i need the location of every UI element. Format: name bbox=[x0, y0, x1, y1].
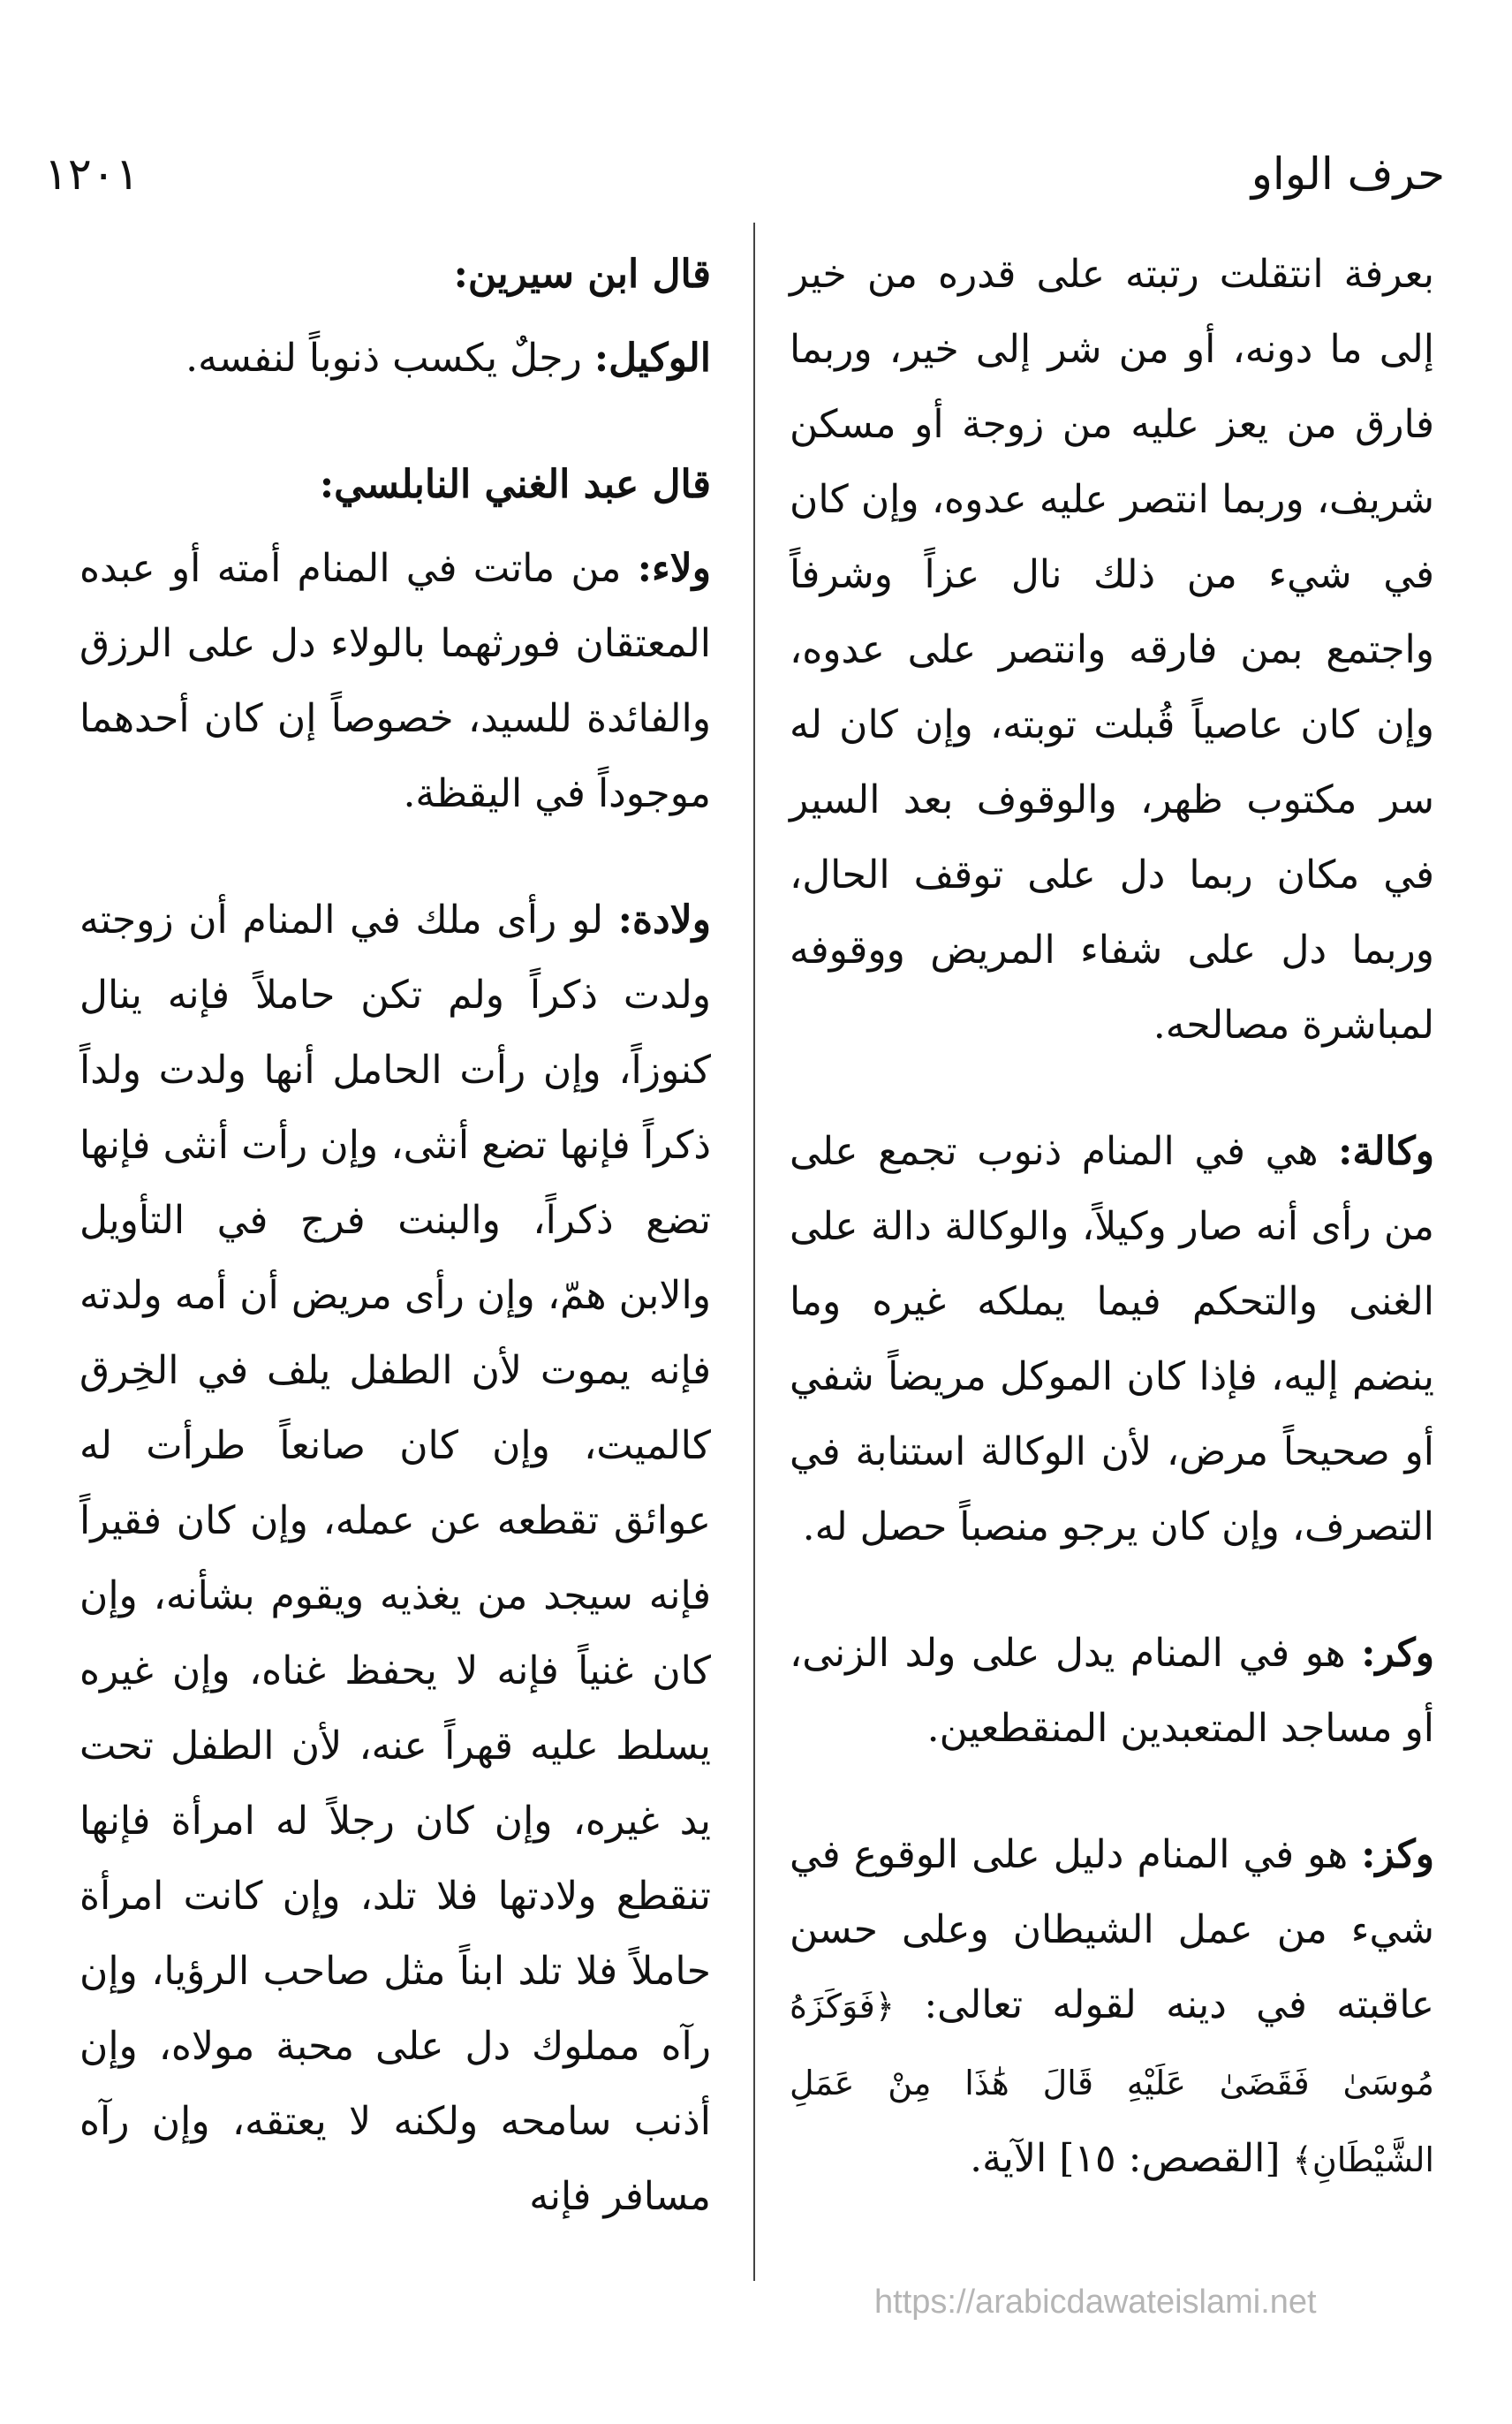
entry-text: هو في المنام يدل على ولد الزنى، أو مساجد المتعبدين المنقطعين. bbox=[790, 1631, 1434, 1751]
entry-term: ولادة: bbox=[617, 898, 711, 943]
entry-text: رجلٌ يكسب ذنوباً لنفسه. bbox=[185, 336, 594, 381]
watermark-url: https://arabicdawateislami.net bbox=[874, 2284, 1317, 2321]
entry-text: هي في المنام ذنوب تجمع على من رأى أنه صار وكيلاً، والوكالة دالة على الغنى والتحكم فيما يملكه غيره وما ينضم إليه، فإذا كان الموكل مريضاً شفي أو صحيحاً مرض، لأن الوكالة استنابة في التصرف، وإن كان يرجو منصباً حصل له. bbox=[790, 1129, 1434, 1549]
entry-wakr bbox=[790, 1616, 1434, 1766]
entry-term: وكر: bbox=[1361, 1631, 1434, 1676]
entry-wakala bbox=[790, 1114, 1434, 1564]
entry-wakz bbox=[790, 1817, 1434, 2198]
entry-term: الوكيل: bbox=[593, 336, 711, 381]
entry-text: من ماتت في المنام أمته أو عبده المعتقان فورثهما بالولاء دل على الرزق والفائدة للسيد، خصوصاً إن كان أحدهما موجوداً في اليقظة. bbox=[79, 546, 711, 816]
entry-wakil bbox=[79, 321, 711, 396]
right-column bbox=[790, 237, 1434, 2198]
entry-wilada bbox=[79, 882, 711, 2234]
entry-text: هو في المنام دليل على الوقوع في شيء من عمل الشيطان وعلى حسن عاقبته في دينه لقوله تعالى: bbox=[790, 1832, 1434, 2027]
left-column bbox=[79, 237, 711, 2234]
running-header-title: حرف الواو bbox=[1251, 148, 1445, 200]
verse-citation: [القصص: ١٥] الآية. bbox=[970, 2136, 1293, 2181]
quran-verse: ﴿فَوَكَزَهُ مُوسَىٰ فَقَضَىٰ عَلَيْهِ قَالَ هَٰذَا مِنْ عَمَلِ الشَّيْطَانِ﴾ bbox=[790, 1987, 1434, 2179]
section-heading-ibn-sirin: قال ابن سيرين: bbox=[453, 252, 711, 297]
intro-paragraph: بعرفة انتقلت رتبته على قدره من خير إلى ما دونه، أو من شر إلى خير، وربما فارق من يعز عليه من زوجة أو مسكن شريف، وربما انتصر عليه عدوه، وإن كان في شيء من ذلك نال عزاً وشرفاً واجتمع بمن فارقه وانتصر على عدوه، وإن كان عاصياً قُبلت توبته، وإن كان له سر مكتوب ظهر، والوقوف بعد السير في مكان ربما دل على توقف الحال، وربما دل على شفاء المريض ووقوفه لمباشرة مصالحه. bbox=[790, 252, 1434, 1048]
column-divider bbox=[753, 223, 755, 2281]
page-number: ١٢٠١ bbox=[44, 148, 140, 200]
entry-term: ولاء: bbox=[637, 546, 711, 591]
page-header bbox=[44, 141, 1445, 212]
section-heading-nabulsi: قال عبد الغني النابلسي: bbox=[319, 462, 711, 507]
entry-term: وكز: bbox=[1361, 1832, 1434, 1877]
entry-text: لو رأى ملك في المنام أن زوجته ولدت ذكراً ولم تكن حاملاً فإنه ينال كنوزاً، وإن رأت الحامل أنها ولدت ولداً ذكراً فإنها تضع أنثى، وإن رأت أنثى فإنها تضع ذكراً، والبنت فرج في التأويل والابن همّ، وإن رأى مريض أن أمه ولدته فإنه يموت لأن الطفل يلف في الخِرق كالميت، وإن كان صانعاً طرأت له عوائق تقطعه عن عمله، وإن كان فقيراً فإنه سيجد من يغذيه ويقوم بشأنه، وإن كان غنياً فإنه لا يحفظ غناه، وإن غيره يسلط عليه قهراً عنه، لأن الطفل تحت يد غيره، وإن كان رجلاً له امرأة فإنها تنقطع ولادتها فلا تلد، وإن كانت امرأة حاملاً فلا تلد ابناً مثل صاحب الرؤيا، وإن رآه مملوك دل على محبة مولاه، وإن أذنب سامحه ولكنه لا يعتقه، وإن رآه مسافر فإنه bbox=[79, 898, 711, 2219]
entry-walaa bbox=[79, 531, 711, 831]
entry-term: وكالة: bbox=[1338, 1129, 1434, 1174]
